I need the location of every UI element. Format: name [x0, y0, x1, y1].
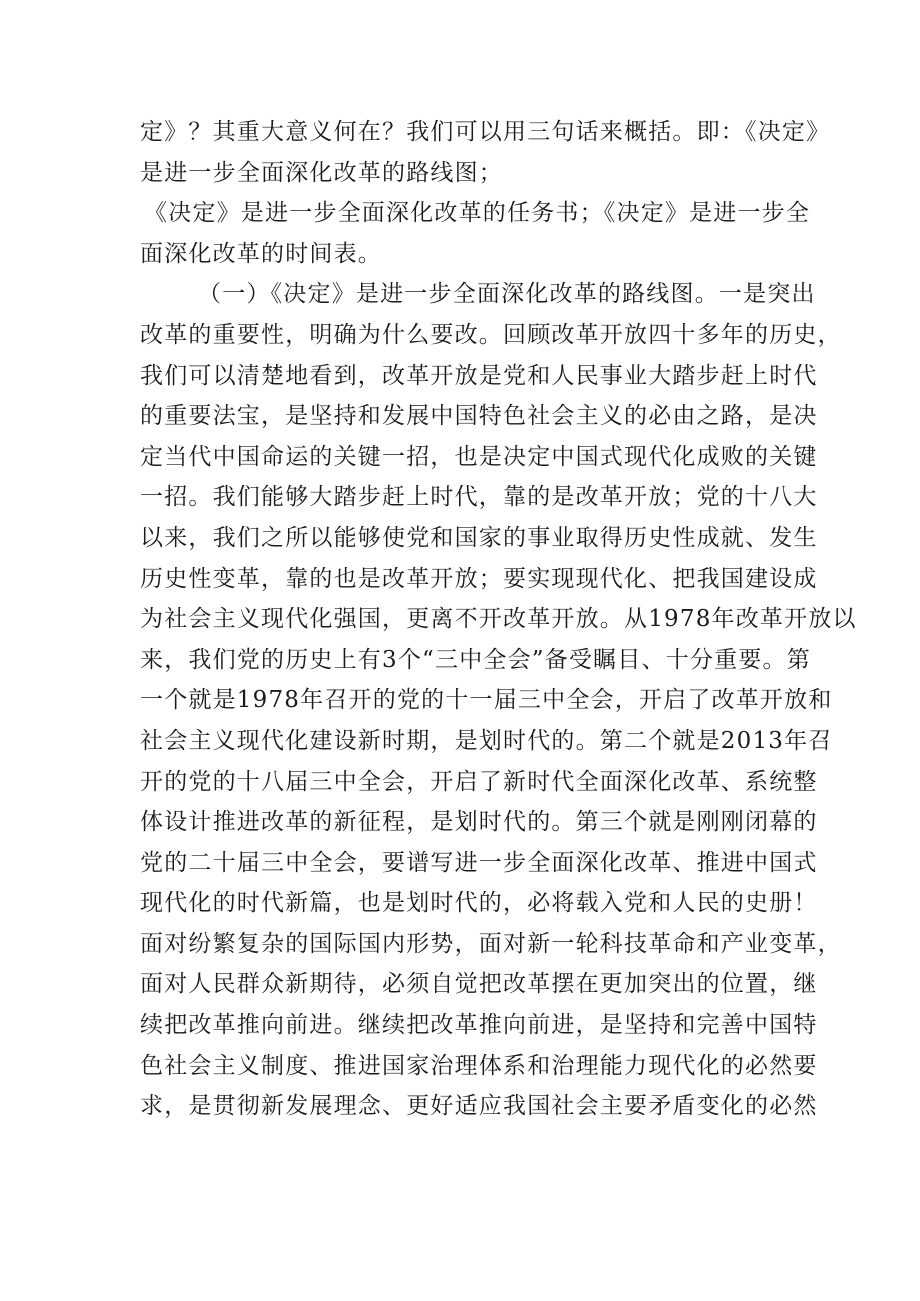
text-line: 《决定》是进一步全面深化改革的任务书；《决定》是进一步全 — [144, 200, 811, 227]
text-line: 社会主义现代化建设新时期，是划时代的。第二个就是2013年召 — [140, 727, 833, 754]
document-body — [140, 112, 857, 1127]
text-line: 一招。我们能够大踏步赶上时代，靠的是改革开放；党的十八大 — [140, 484, 818, 511]
text-line: 定》？其重大意义何在？我们可以用三句话来概括。即：《决定》 — [140, 119, 831, 145]
text-line: 一个就是1978年召开的党的十一届三中全会，开启了改革开放和 — [140, 687, 833, 714]
text-line: 以来，我们之所以能够使党和国家的事业取得历史性成就、发生 — [140, 524, 818, 551]
text-line: 面对纷繁复杂的国际国内形势，面对新一轮科技革命和产业变革， — [140, 930, 842, 957]
text-line: 来，我们党的历史上有3个“三中全会”备受瞩目、十分重要。第 — [140, 646, 811, 673]
text-line: 求，是贯彻新发展理念、更好适应我国社会主要矛盾变化的必然 — [140, 1093, 818, 1120]
text-line: 定当代中国命运的关键一招，也是决定中国式现代化成败的关键 — [140, 443, 818, 470]
text-line: 面对人民群众新期待，必须自觉把改革摆在更加突出的位置，继 — [140, 971, 818, 998]
text-line: 我们可以清楚地看到，改革开放是党和人民事业大踏步赶上时代 — [140, 362, 818, 389]
text-line: 改革的重要性，明确为什么要改。回顾改革开放四十多年的历史， — [140, 321, 842, 348]
text-line: 续把改革推向前进。继续把改革推向前进，是坚持和完善中国特 — [140, 1012, 818, 1039]
text-line: 为社会主义现代化强国，更离不开改革开放。从1978年改革开放以 — [140, 606, 857, 633]
text-line: 党的二十届三中全会，要谱写进一步全面深化改革、推进中国式 — [140, 849, 818, 876]
text-line: 历史性变革，靠的也是改革开放；要实现现代化、把我国建设成 — [140, 565, 818, 592]
text-line: 面深化改革的时间表。 — [140, 240, 382, 267]
text-line: 现代化的时代新篇，也是划时代的，必将载入党和人民的史册！ — [140, 890, 818, 917]
text-line: 色社会主义制度、推进国家治理体系和治理能力现代化的必然要 — [140, 1052, 818, 1079]
text-line: 的重要法宝，是坚持和发展中国特色社会主义的必由之路，是决 — [140, 403, 818, 430]
text-line: 是进一步全面深化改革的路线图； — [140, 159, 503, 186]
text-line: 开的党的十八届三中全会，开启了新时代全面深化改革、系统整 — [140, 768, 818, 795]
text-line: 体设计推进改革的新征程，是划时代的。第三个就是刚刚闭幕的 — [140, 809, 818, 836]
section-heading-line: （一）《决定》是进一步全面深化改革的路线图。一是突出 — [198, 281, 816, 308]
